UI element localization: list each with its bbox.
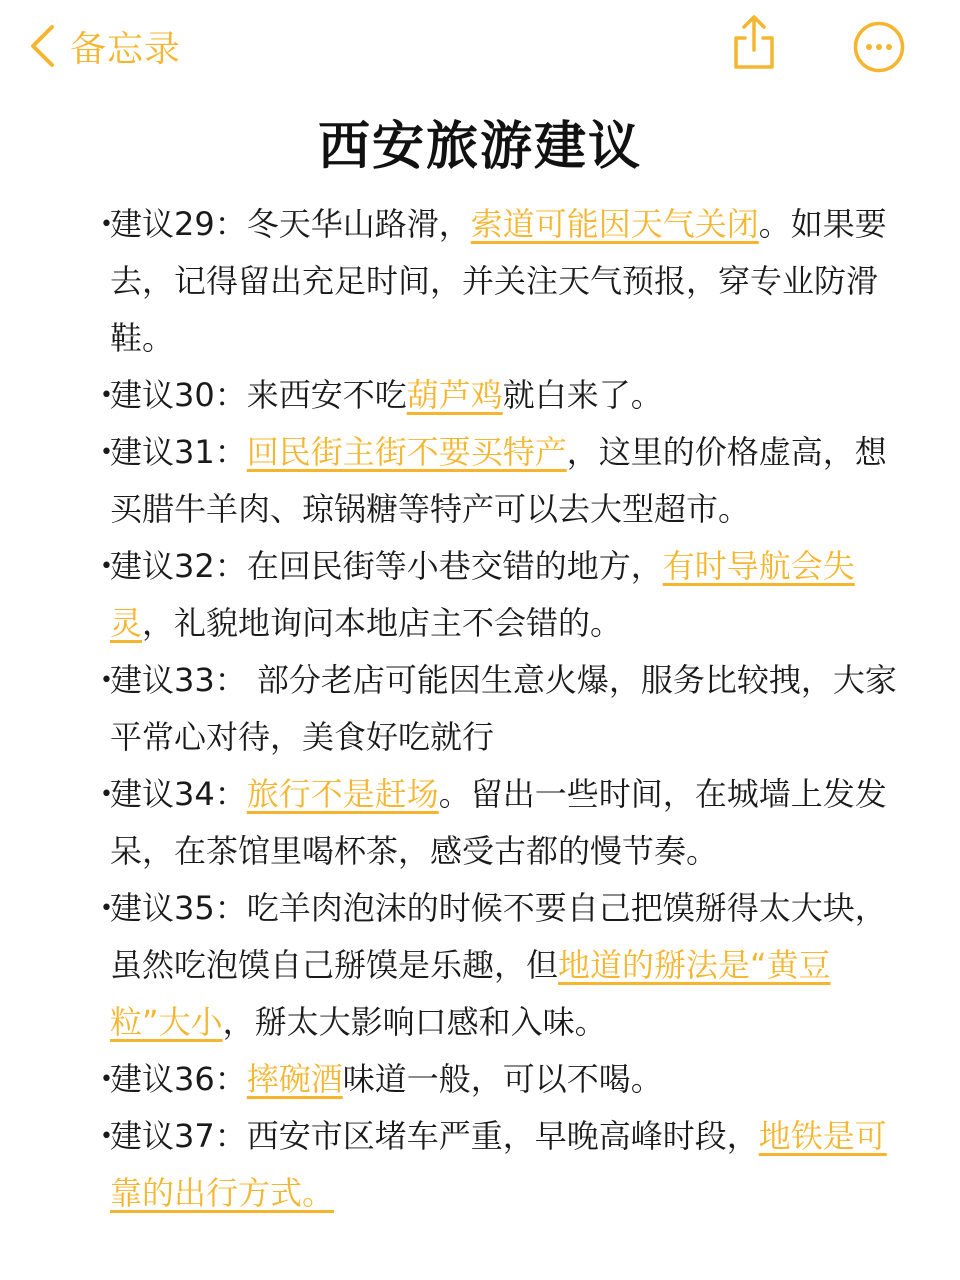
highlighted-text[interactable]: 旅行不是赶场 [246, 775, 439, 813]
bullet-dot: • [100, 782, 113, 807]
tip-text: 味道一般，可以不喝。 [342, 1060, 663, 1098]
bullet-dot: • [100, 668, 113, 693]
share-button[interactable] [730, 14, 778, 76]
tip-text: 建议29：冬天华山路滑， [110, 205, 471, 243]
tip-text: 建议31： [110, 433, 247, 471]
tip-item [100, 1051, 900, 1108]
tip-text: 建议36： [110, 1060, 247, 1098]
tip-text: 建议37：西安市区堵车严重，早晚高峰时段， [110, 1117, 759, 1155]
tip-text: ，这里的价格虚高，想买腊牛羊肉、琼锅糖等特产可以去大型超市。 [110, 433, 887, 528]
tip-text: 建议32：在回民街等小巷交错的地方， [110, 547, 663, 585]
back-button[interactable] [28, 22, 181, 70]
tip-item [100, 880, 900, 1051]
highlighted-text[interactable]: 地铁是可靠的出行方式。 [110, 1117, 887, 1212]
more-button[interactable] [852, 20, 906, 78]
bullet-dot: • [100, 383, 113, 408]
bullet-dot: • [100, 440, 113, 465]
tip-item [100, 424, 900, 538]
tip-text: ，礼貌地询问本地店主不会错的。 [142, 604, 623, 642]
tip-item [100, 652, 900, 766]
tip-text: 就白来了。 [502, 376, 663, 414]
tip-text: 。如果要去，记得留出充足时间，并关注天气预报，穿专业防滑鞋。 [110, 205, 887, 357]
tip-text: 建议35：吃羊肉泡沫的时候不要自己把馍掰得太大块，虽然吃泡馍自己掰馍是乐趣，但 [110, 889, 887, 984]
more-icon [852, 20, 906, 74]
nav-bar [0, 0, 960, 92]
highlighted-text[interactable]: 有时导航会失灵 [110, 547, 855, 642]
page-title: 西安旅游建议 [317, 117, 642, 177]
tip-text: ，掰太大影响口感和入味。 [222, 1003, 607, 1041]
tip-item [100, 1108, 900, 1222]
bullet-dot: • [100, 212, 113, 237]
tip-text: 。留出一些时间，在城墙上发发呆，在茶馆里喝杯茶，感受古都的慢节奏。 [110, 775, 887, 870]
highlighted-text[interactable]: 回民街主街不要买特产 [246, 433, 567, 471]
bullet-dot: • [100, 1124, 113, 1149]
note-body[interactable] [100, 196, 900, 1222]
highlighted-text[interactable]: 摔碗酒 [246, 1060, 343, 1098]
tip-item [100, 538, 900, 652]
bullet-dot: • [100, 554, 113, 579]
chevron-left-icon [28, 24, 56, 68]
highlighted-text[interactable]: 索道可能因天气关闭 [470, 205, 759, 243]
tip-item [100, 766, 900, 880]
tip-text: 建议30：来西安不吃 [110, 376, 407, 414]
back-label: 备忘录 [70, 28, 182, 70]
share-icon [730, 14, 778, 72]
bullet-dot: • [100, 896, 113, 921]
tip-text: 建议33： 部分老店可能因生意火爆，服务比较拽，大家平常心对待，美食好吃就行 [110, 661, 897, 756]
tip-text: 建议34： [110, 775, 247, 813]
bullet-dot: • [100, 1067, 113, 1092]
tip-item [100, 367, 900, 424]
highlighted-text[interactable]: 葫芦鸡 [406, 376, 503, 414]
highlighted-text[interactable]: 地道的掰法是“黄豆粒”大小 [110, 946, 831, 1041]
tip-item [100, 196, 900, 367]
